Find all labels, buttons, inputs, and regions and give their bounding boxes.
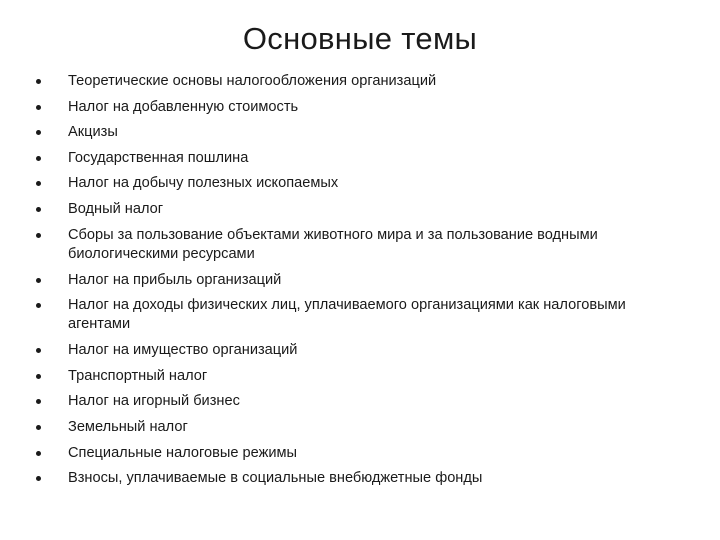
list-item bbox=[36, 389, 676, 415]
bullet-icon bbox=[36, 441, 68, 467]
list-item-text: Налог на игорный бизнес bbox=[68, 393, 240, 410]
bullet-icon bbox=[36, 268, 68, 294]
list-item bbox=[36, 466, 676, 492]
bullet-icon bbox=[36, 415, 68, 441]
list-item bbox=[36, 293, 676, 338]
bullet-icon bbox=[36, 338, 68, 364]
list-item-text: Специальные налоговые режимы bbox=[68, 444, 298, 461]
list-item bbox=[36, 146, 676, 172]
list-item bbox=[36, 223, 676, 268]
list-item bbox=[36, 171, 676, 197]
bullet-icon bbox=[36, 95, 68, 121]
bullet-icon bbox=[36, 223, 68, 249]
list-item-text: Акцизы bbox=[68, 124, 118, 141]
slide-title: Основные темы bbox=[242, 21, 478, 56]
bullet-icon bbox=[36, 197, 68, 223]
bullet-icon bbox=[36, 364, 68, 390]
bullet-icon bbox=[36, 69, 68, 95]
bullet-icon bbox=[36, 466, 68, 492]
list-item bbox=[36, 415, 676, 441]
list-item-text: Налог на добычу полезных ископаемых bbox=[68, 175, 339, 192]
list-item bbox=[36, 120, 676, 146]
list-item-text: Налог на добавленную стоимость bbox=[68, 98, 299, 115]
list-item-text: Налог на доходы физических лиц, уплачиваемого организациями как налоговыми агентами bbox=[68, 297, 626, 333]
list-item bbox=[36, 364, 676, 390]
list-item-text: Налог на имущество организаций bbox=[68, 342, 298, 359]
bullet-icon bbox=[36, 389, 68, 415]
topic-list bbox=[36, 69, 676, 492]
list-item-text: Транспортный налог bbox=[68, 367, 208, 384]
list-item-text: Государственная пошлина bbox=[68, 149, 249, 166]
list-item bbox=[36, 268, 676, 294]
list-item bbox=[36, 338, 676, 364]
list-item-text: Взносы, уплачиваемые в социальные внебюджетные фонды bbox=[68, 470, 483, 487]
list-item-text: Сборы за пользование объектами животного мира и за пользование водными биологическими ресурсами bbox=[68, 226, 598, 262]
list-item bbox=[36, 197, 676, 223]
list-item bbox=[36, 95, 676, 121]
list-item-text: Теоретические основы налогообложения организаций bbox=[68, 73, 437, 89]
list-item-text: Водный налог bbox=[68, 200, 164, 217]
list-item-text: Налог на прибыль организаций bbox=[68, 271, 282, 288]
list-item bbox=[36, 69, 676, 95]
bullet-icon bbox=[36, 120, 68, 146]
list-item bbox=[36, 441, 676, 467]
bullet-icon bbox=[36, 293, 68, 319]
bullet-icon bbox=[36, 146, 68, 172]
bullet-icon bbox=[36, 171, 68, 197]
list-item-text: Земельный налог bbox=[68, 418, 188, 435]
